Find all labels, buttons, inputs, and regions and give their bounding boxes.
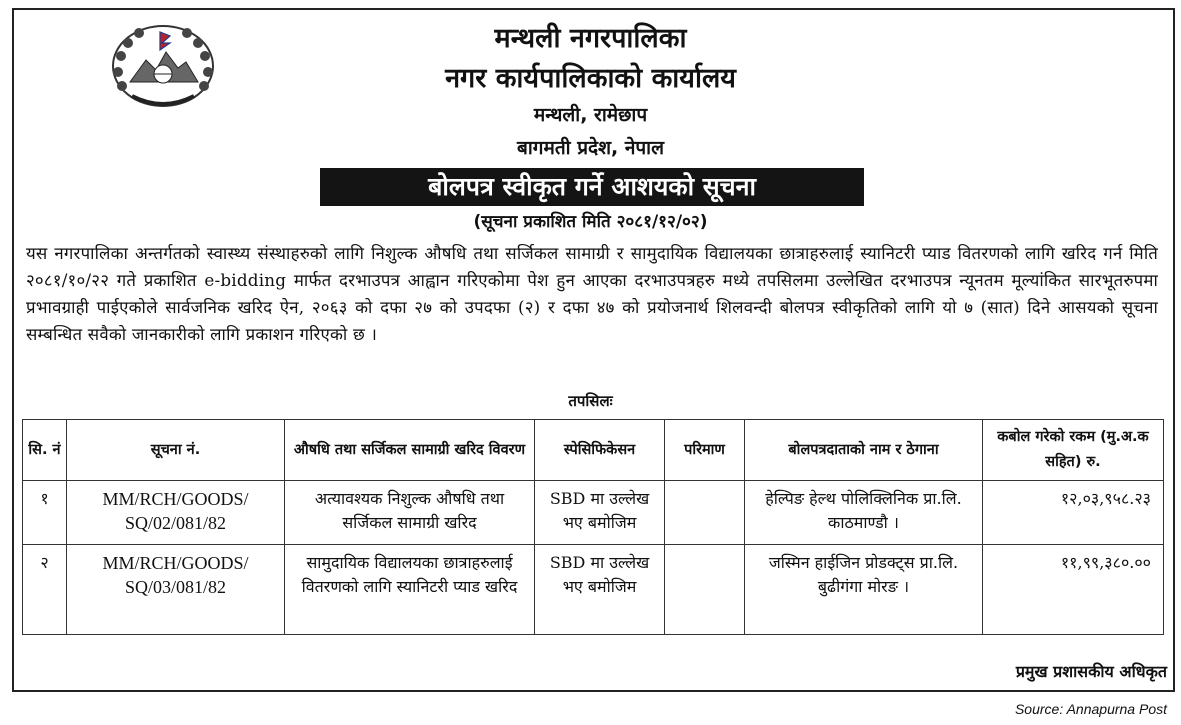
office-province: बागमती प्रदेश, नेपाल xyxy=(517,137,664,159)
row-bidder: हेल्पिङ हेल्थ पोलिक्लिनिक प्रा.लि. काठमाण्डौ । xyxy=(745,481,983,545)
header-bidder: बोलपत्रदाताको नाम र ठेगाना xyxy=(745,420,983,481)
row-specification: SBD मा उल्लेख भए बमोजिम xyxy=(535,545,665,635)
table-row xyxy=(23,481,1164,545)
schedule-label: तपसिलः xyxy=(568,392,613,410)
header-description: औषधि तथा सर्जिकल सामाग्री खरिद विवरण xyxy=(285,420,535,481)
published-date: (सूचना प्रकाशित मिति २०८१/१२/०२) xyxy=(473,212,708,232)
notice-title-banner: बोलपत्र स्वीकृत गर्ने आशयको सूचना xyxy=(320,168,864,206)
row-amount: १२,०३,९५८.२३ xyxy=(983,481,1164,545)
header-amount: कबोल गरेको रकम (मु.अ.क सहित) रु. xyxy=(983,420,1164,481)
municipality-name: मन्थली नगरपालिका xyxy=(494,23,687,54)
row-notice-no: MM/RCH/GOODS/ SQ/03/081/82 xyxy=(67,545,285,635)
row-notice-no: MM/RCH/GOODS/ SQ/02/081/82 xyxy=(67,481,285,545)
header-notice-no: सूचना नं. xyxy=(67,420,285,481)
row-bidder: जस्मिन हाईजिन प्रोडक्ट्स प्रा.लि. बुढीगंगा मोरङ । xyxy=(745,545,983,635)
award-table xyxy=(22,419,1164,635)
row-quantity xyxy=(665,481,745,545)
row-description: अत्यावश्यक निशुल्क औषधि तथा सर्जिकल सामाग्री खरिद xyxy=(285,481,535,545)
row-description: सामुदायिक विद्यालयका छात्राहरुलाई वितरणको लागि स्यानिटरी प्याड खरिद xyxy=(285,545,535,635)
row-specification: SBD मा उल्लेख भए बमोजिम xyxy=(535,481,665,545)
table-row xyxy=(23,545,1164,635)
header-specification: स्पेसिफिकेसन xyxy=(535,420,665,481)
office-location: मन्थली, रामेछाप xyxy=(533,104,648,126)
signatory: प्रमुख प्रशासकीय अधिकृत xyxy=(1015,662,1167,681)
source-credit: Source: Annapurna Post xyxy=(1014,701,1167,717)
row-sn: २ xyxy=(23,545,67,635)
office-name: नगर कार्यपालिकाको कार्यालय xyxy=(445,63,736,94)
header-sn: सि. नं xyxy=(23,420,67,481)
table-header-row xyxy=(23,420,1164,481)
header-quantity: परिमाण xyxy=(665,420,745,481)
row-quantity xyxy=(665,545,745,635)
row-amount: ११,९९,३८०.०० xyxy=(983,545,1164,635)
notice-paragraph: यस नगरपालिका अन्तर्गतको स्वास्थ्य संस्थाहरुको लागि निशुल्क औषधि तथा सर्जिकल सामाग्री र सामुदायिक विद्यालयका छात्राहरुलाई स्यानिटरी प्याड वितरणको लागि खरिद गर्न मिति २०८१/१०/२२ गते प्रकाशित e-bidding मार्फत दरभाउपत्र आह्वान गरिएकोमा पेश हुन आएका दरभाउपत्रहरु मध्ये तपसिलमा उल्लेखित दरभाउपत्र न्यूनतम मूल्यांकित सारभूतरुपमा प्रभावग्राही पाईएकोले सार्वजनिक खरिद ऐन, २०६३ को दफा २७ को उपदफा (२) र दफा ४७ को प्रयोजनार्थ शिलवन्दी बोलपत्र स्वीकृतिको लागि यो ७ (सात) दिने आसयको सूचना सम्बन्धित सवैको जानकारीको लागि प्रकाशन गरिएको छ । xyxy=(26,243,1158,344)
row-sn: १ xyxy=(23,481,67,545)
